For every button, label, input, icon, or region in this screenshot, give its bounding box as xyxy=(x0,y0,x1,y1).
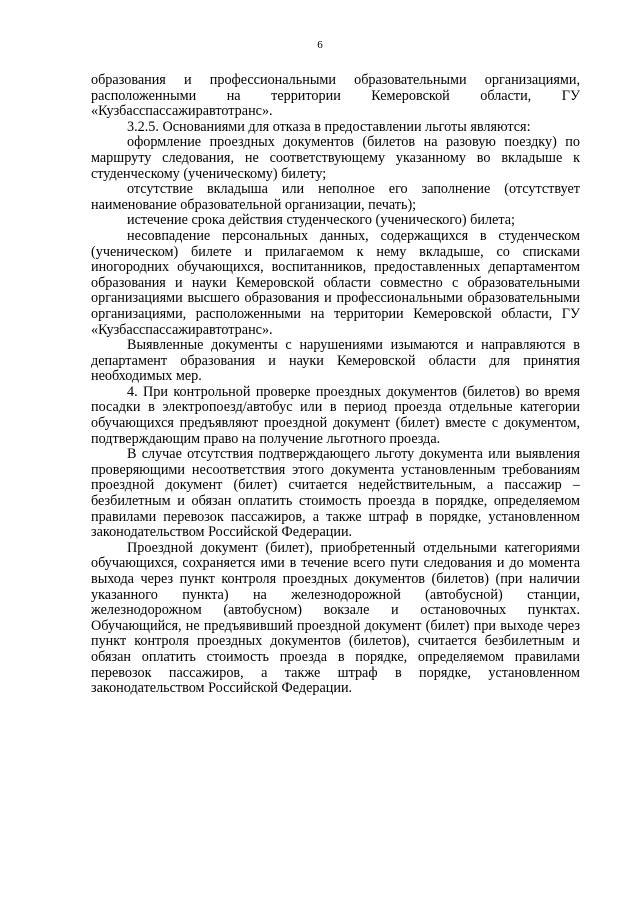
paragraph-missing-document: В случае отсутствия подтверждающего льготу документа или выявления проверяющими несоответствия этого документа установленным требованиям проездной документ (билет) считается недействительным, а пассажир – безбилетным и обязан оплатить стоимость проезда в порядке, определяемом правилами перевозок пассажиров, а также штраф в порядке, установленном законодательством Российской Федерации. xyxy=(91,446,580,541)
paragraph-clause-3-2-5: 3.2.5. Основаниями для отказа в предоставлении льготы являются: xyxy=(127,118,531,135)
paragraph-seized-documents: Выявленные документы с нарушениями изымаются и направляются в департамент образования и науки Кемеровской области для принятия необходимых мер. xyxy=(91,337,580,385)
paragraph-refusal-reason-mismatch: несовпадение персональных данных, содержащихся в студенческом (ученическом) билете и прилагаемом к нему вкладыше, со списками иногородних обучающихся, воспитанников, предоставленных департаментом образования и науки Кемеровской области совместно с образовательными организациями высшего образования и профессиональными образовательными организациями, расположенными на территории Кемеровской области, ГУ «Кузбасспассажиравтотранс». xyxy=(91,227,580,338)
paragraph-refusal-reason-insert: отсутствие вкладыша или неполное его заполнение (отсутствует наименование образовательной организации, печать); xyxy=(91,181,580,213)
paragraph-refusal-reason-expiry: истечение срока действия студенческого (ученического) билета; xyxy=(127,212,515,229)
paragraph-section-4: 4. При контрольной проверке проездных документов (билетов) во время посадки в электропоезд/автобус или в период проезда отдельные категории обучающихся предъявляют проездной документ (билет) вместе с документом, подтверждающим право на получение льготного проезда. xyxy=(91,383,580,447)
document-body xyxy=(91,73,580,697)
page-number: 6 xyxy=(317,39,323,51)
paragraph-ticket-retention: Проездной документ (билет), приобретенный отдельными категориями обучающихся, сохраняется ими в течение всего пути следования и до момента выхода через пункт контроля проездных документов (билетов) (при наличии указанного пункта) на железнодорожной (автобусной) станции, железнодорожном (автобусном) вокзале и остановочных пунктах. Обучающийся, не предъявивший проездной документ (билет) при выходе через пункт контроля проездных документов (билетов), считается безбилетным и обязан оплатить стоимость проезда в порядке, определяемом правилами перевозок пассажиров, а также штраф в порядке, установленном законодательством Российской Федерации. xyxy=(91,539,580,697)
paragraph-refusal-reason-route: оформление проездных документов (билетов на разовую поездку) по маршруту следования, не соответствующему указанному во вкладыше к студенческому (ученическому) билету; xyxy=(91,134,580,182)
paragraph-continuation: образования и профессиональными образовательными организациями, расположенными на территории Кемеровской области, ГУ «Кузбасспассажиравтотранс». xyxy=(91,72,580,120)
